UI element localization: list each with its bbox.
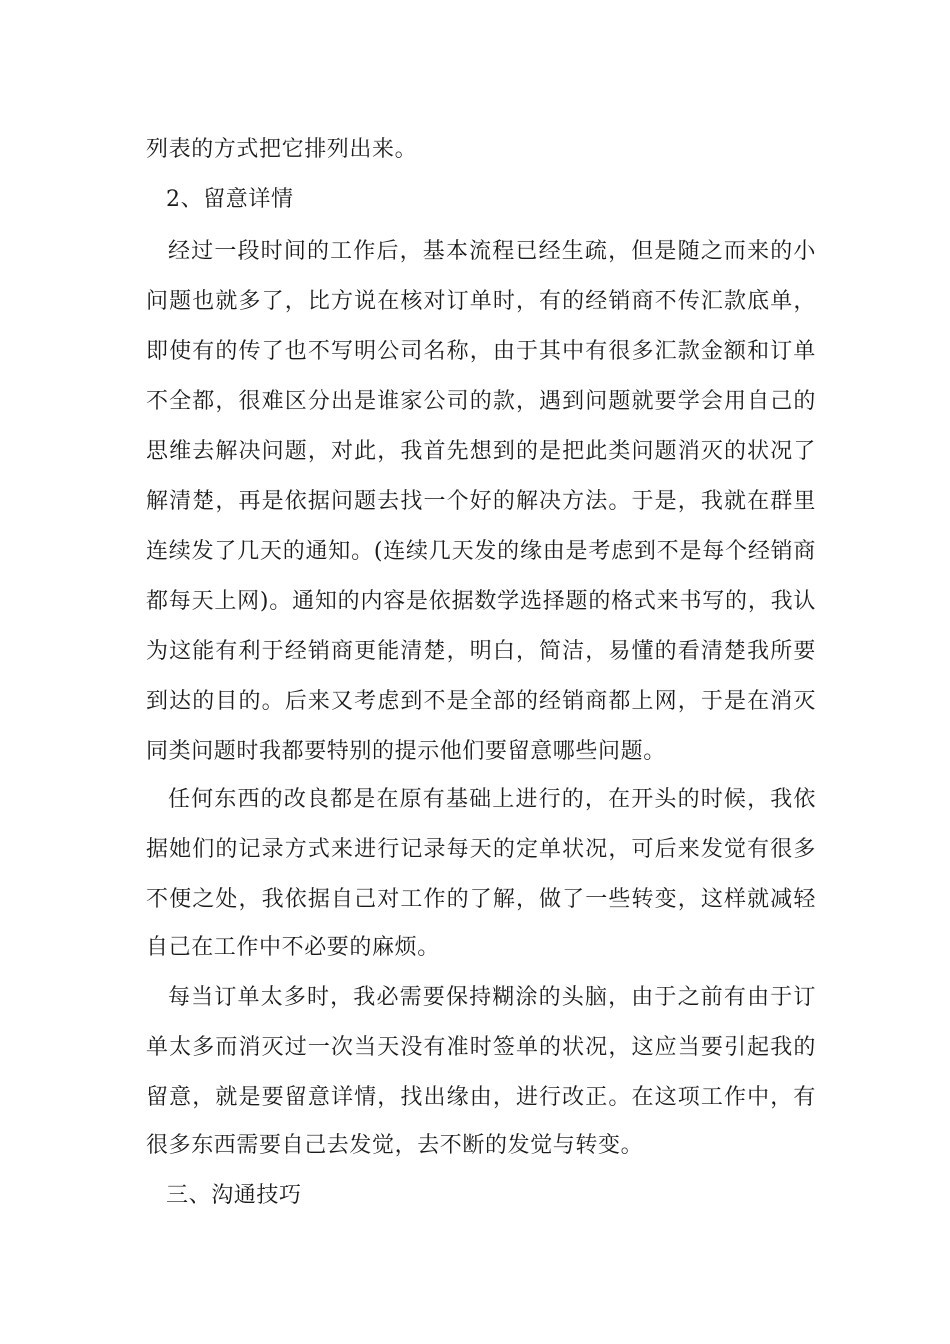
paragraph-line: 自己在工作中不必要的麻烦。: [146, 935, 440, 960]
paragraph-line: 连续发了几天的通知。(连续几天发的缘由是考虑到不是每个经销商: [146, 539, 816, 564]
paragraph-line: 解清楚，再是依据问题去找一个好的解决方法。于是，我就在群里: [146, 489, 816, 514]
paragraph-line: 到达的目的。后来又考虑到不是全部的经销商都上网，于是在消灭: [146, 689, 816, 714]
paragraph-line: 思维去解决问题，对此，我首先想到的是把此类问题消灭的状况了: [146, 439, 816, 464]
paragraph-line: 列表的方式把它排列出来。: [146, 137, 418, 162]
section-heading: 2、留意详情: [166, 187, 294, 212]
paragraph-line: 留意，就是要留意详情，找出缘由，进行改正。在这项工作中，有: [146, 1085, 816, 1110]
paragraph-line: 问题也就多了，比方说在核对订单时，有的经销商不传汇款底单，: [146, 289, 816, 314]
paragraph-line: 不便之处，我依据自己对工作的了解，做了一些转变，这样就减轻: [146, 887, 816, 912]
paragraph-line: 为这能有利于经销商更能清楚，明白，简洁，易懂的看清楚我所要: [146, 639, 816, 664]
paragraph-line: 同类问题时我都要特别的提示他们要留意哪些问题。: [146, 739, 666, 764]
paragraph-line: 单太多而消灭过一次当天没有准时签单的状况，这应当要引起我的: [146, 1035, 816, 1060]
paragraph-line: 不全都，很难区分出是谁家公司的款，遇到问题就要学会用自己的: [146, 389, 816, 414]
paragraph-line: 很多东西需要自己去发觉，去不断的发觉与转变。: [146, 1133, 644, 1158]
paragraph-line: 任何东西的改良都是在原有基础上进行的，在开头的时候，我依: [168, 787, 816, 812]
paragraph-line: 即使有的传了也不写明公司名称，由于其中有很多汇款金额和订单: [146, 339, 816, 364]
paragraph-line: 每当订单太多时，我必需要保持糊涂的头脑，由于之前有由于订: [168, 985, 816, 1010]
section-heading: 三、沟通技巧: [166, 1183, 302, 1208]
paragraph-line: 都每天上网)。通知的内容是依据数学选择题的格式来书写的，我认: [146, 589, 816, 614]
paragraph-line: 据她们的记录方式来进行记录每天的定单状况，可后来发觉有很多: [146, 837, 816, 862]
paragraph-line: 经过一段时间的工作后，基本流程已经生疏，但是随之而来的小: [168, 239, 816, 264]
